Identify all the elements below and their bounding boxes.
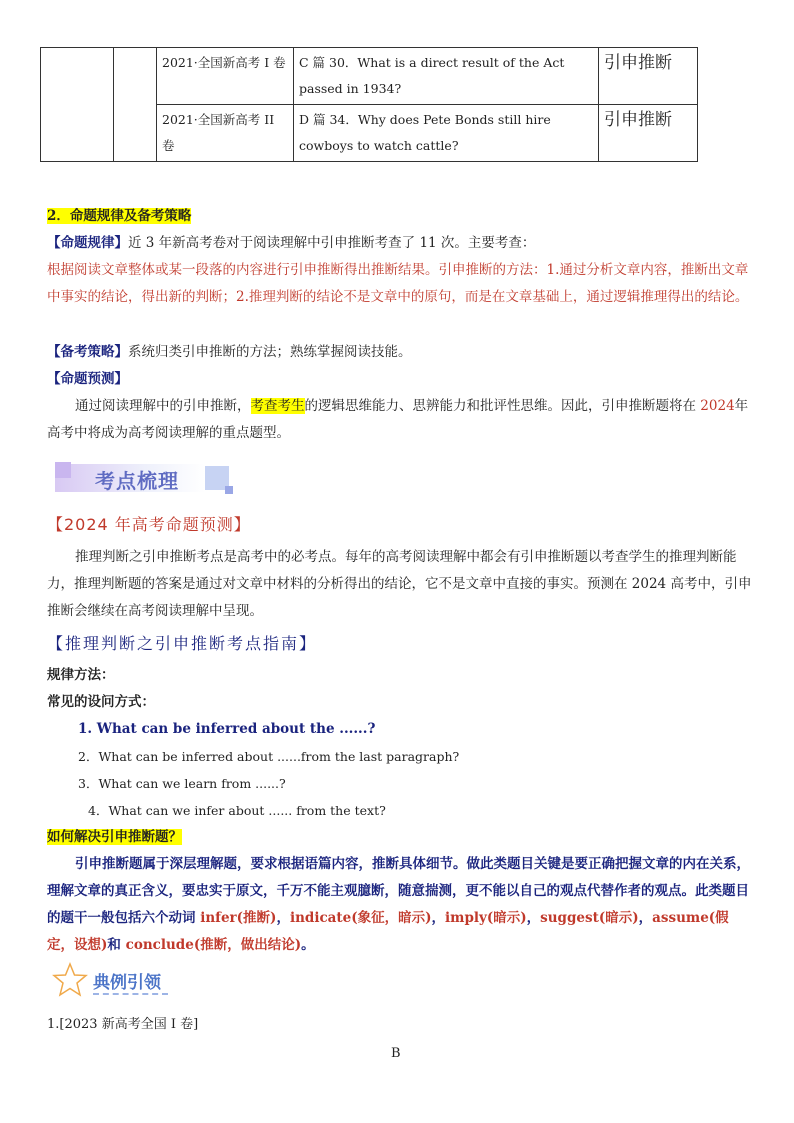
forecast-body: 通过阅读理解中的引申推断，考查考生的逻辑思维能力、思辨能力和批评性思维。因此，引申推断题将在 2024年高考中将成为高考阅读理解的重点题型。	[47, 398, 749, 441]
verb-term: suggest(暗示)	[540, 910, 639, 926]
strategy-text: 系统归类引申推断的方法；熟练掌握阅读技能。	[128, 344, 412, 360]
example-title: 典例引领	[93, 973, 161, 993]
exam-table	[40, 47, 698, 162]
prediction-title: 【2024 年高考命题预测】	[47, 515, 251, 534]
question-item: 4．What can we infer about ...... from the text?	[88, 803, 386, 818]
rule-line	[47, 230, 752, 257]
verb-term: conclude(推断，做出结论)	[125, 937, 302, 953]
verb-term: indicate(象征，暗示)	[289, 910, 432, 926]
rule-intro: 近 3 年新高考卷对于阅读理解中引申推断考查了 11 次。主要考查：	[128, 235, 536, 251]
rule-label: 【命题规律】	[47, 235, 128, 251]
star-icon	[52, 962, 88, 998]
question-item: 2．What can be inferred about ......from the last paragraph?	[78, 749, 460, 764]
table-cell-type: 引申推断	[599, 48, 698, 105]
question-item: 1. What can be inferred about the ......?	[78, 721, 376, 737]
table-cell-empty	[114, 48, 157, 162]
table-cell-source: 2021·全国新高考 II 卷	[157, 105, 294, 162]
table-cell-type: 引申推断	[599, 105, 698, 162]
highlight-text: 考查考生	[250, 398, 305, 414]
solve-label: 如何解决引申推断题？	[47, 829, 182, 845]
title-underline	[93, 993, 168, 995]
page-marker: B	[391, 1046, 401, 1061]
method-label: 规律方法：	[47, 667, 115, 683]
guide-title: 【推理判断之引申推断考点指南】	[47, 634, 318, 653]
forecast-label: 【命题预测】	[47, 371, 128, 387]
table-cell-source: 2021·全国新高考 I 卷	[157, 48, 294, 105]
verb-term: assume(假定，设想)	[47, 910, 729, 953]
verb-term: imply(暗示)	[445, 910, 527, 926]
table-row	[41, 48, 698, 105]
strategy-label: 【备考策略】	[47, 344, 128, 360]
banner-title: 考点梳理	[95, 469, 179, 493]
table-cell-question: D 篇 34．Why does Pete Bonds still hire cowboys to watch cattle?	[294, 105, 599, 162]
section-banner	[55, 462, 235, 496]
rule-body: 根据阅读文章整体或某一段落的内容进行引申推断得出推断结果。引申推断的方法：1.通过分析文章内容，推断出文章中事实的结论，得出新的判断；2.推理判断的结论不是文章中的原句，而是在文章基础上，通过逻辑推理得出的结论。	[47, 262, 749, 305]
table-cell-question: C 篇 30．What is a direct result of the Act passed in 1934?	[294, 48, 599, 105]
table-cell-empty	[41, 48, 114, 162]
verb-term: infer(推断)	[200, 910, 277, 926]
strategy-line	[47, 339, 752, 366]
prediction-body: 推理判断之引申推断考点是高考中的必考点。每年的高考阅读理解中都会有引申推断题以考查学生的推理判断能力，推理判断题的答案是通过对文章中材料的分析得出的结论，它不是文章中直接的事实。预测在 2024 高考中，引申推断会继续在高考阅读理解中呈现。	[47, 549, 752, 619]
example-reference: 1.[2023 新高考全国 I 卷]	[47, 1017, 199, 1032]
example-banner	[52, 962, 182, 1002]
solve-body: 引申推断题属于深层理解题，要求根据语篇内容，推断具体细节。做此类题目关键是要正确把握文章的内在关系，理解文章的真正含义，要忠实于原文，千万不能主观臆断，随意揣测，更不能以自己的观点代替作者的观点。此类题目的题干一般包括六个动词 infer(推断)，indicate(象征，暗示)，imply(暗示)，suggest(暗示)，assume(假定，设想)和 conclude(推断，做出结论)。	[47, 856, 750, 953]
section-heading: 2．命题规律及备考策略	[47, 208, 192, 224]
common-label: 常见的设问方式：	[47, 694, 155, 710]
question-item: 3．What can we learn from ......?	[78, 776, 286, 791]
